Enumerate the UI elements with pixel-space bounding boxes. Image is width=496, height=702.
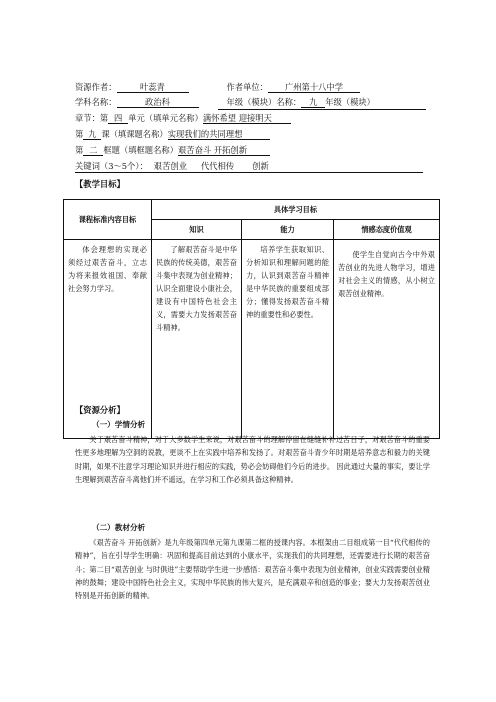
cell-ability: 培养学生获取知识、分析知识和理解问题的能力，认识到艰苦奋斗精神是中华民族的重要组成部分；懂得发扬艰苦奋斗精神的重要性和必要性。 bbox=[242, 240, 334, 439]
frame-mid: 框题（填框题名称） bbox=[103, 145, 178, 155]
unit-label: 作者单位： bbox=[226, 82, 268, 92]
grade-label: 年级（模块）名称： bbox=[226, 97, 302, 107]
objectives-heading: 【教学目标】 bbox=[75, 179, 125, 189]
lesson-prefix: 第 bbox=[75, 129, 84, 139]
chapter-number: 四 bbox=[108, 113, 128, 124]
cell-standard: 体会理想的实现必须经过艰苦奋斗，立志为将来报效祖国、奉献社会努力学习。 bbox=[64, 240, 152, 439]
analysis-heading: 【资源分析】 bbox=[75, 405, 125, 415]
frame-prefix: 第 bbox=[75, 145, 84, 155]
cell-knowledge: 了解艰苦奋斗是中华民族的传统美德，艰苦奋斗集中表现为创业精神；认识全面建设小康社会，建设有中国特色社会主义，需要大力发扬艰苦奋斗精神。 bbox=[152, 240, 242, 439]
grade-suffix: 年级（模块） bbox=[325, 97, 375, 107]
keywords-label: 关键词（3～5个）： bbox=[75, 161, 148, 171]
chapter-mid: 单元（填单元名称） bbox=[128, 113, 203, 123]
lesson-name: 实现我们的共同理想 bbox=[168, 129, 270, 140]
col-header-emotion: 情感态度价值观 bbox=[334, 220, 440, 240]
frame-number: 二 bbox=[83, 145, 103, 156]
author-line bbox=[75, 82, 360, 93]
learner-analysis-text: 关于艰苦奋斗精神，对于大多数学生来说，对艰苦奋斗的理解停留在缝缝补补过苦日子，对艰苦奋斗的重要性更多地理解为空洞的说教，更谈不上在实践中培养和发扬了。对艰苦奋斗青少年时期是培养意志和毅力的关键时期，如果不注意学习理论知识并进行相应的实践，势必会妨碍他们今后的进步。 因此通过大量的事实，要让学生理解到艰苦奋斗离他们并不遥远，在学习和工作必须具备这种精神。 bbox=[75, 435, 430, 484]
subject-value: 政治科 bbox=[117, 97, 199, 108]
col-header-ability: 能力 bbox=[242, 220, 334, 240]
grade-value: 九 bbox=[301, 97, 325, 108]
keyword-3: 创新 bbox=[252, 161, 269, 171]
col-header-knowledge: 知识 bbox=[152, 220, 242, 240]
lesson-line bbox=[75, 129, 270, 140]
objectives-table bbox=[63, 199, 440, 439]
col-header-group: 具体学习目标 bbox=[152, 200, 440, 220]
unit-value: 广州第十八中学 bbox=[268, 82, 360, 93]
author-value: 叶蕊青 bbox=[117, 82, 189, 93]
cell-emotion: 使学生自觉向古今中外艰苦创业的先进人物学习，增进对社会主义的情感，从小树立艰苦创业精神。 bbox=[334, 240, 440, 439]
material-analysis-text: 《艰苦奋斗 开拓创新》是九年级第四单元第九课第二框的授课内容。本框架由二目组成第一目“代代相传的精神”，旨在引导学生明确：巩固和提高目前达到的小康水平，实现我们的共同理想，还需要进行长期的艰苦奋斗；第二目“艰苦创业 与时俱进”主要帮助学生进一步感悟：艰苦奋斗集中表现为创业精神，创业实践需要创业精神的鼓舞；建设中国特色社会主义，实现中华民族的伟大复兴，是充满艰辛和创造的事业；要大力发扬艰苦创业特别是开拓创新的精神。 bbox=[75, 538, 430, 601]
col-header-standard: 课程标准内容目标 bbox=[64, 200, 152, 240]
keyword-2: 代代相传 bbox=[201, 161, 235, 171]
chapter-line bbox=[75, 113, 291, 124]
author-label: 资源作者： bbox=[75, 82, 117, 92]
keywords-line bbox=[75, 161, 269, 172]
material-analysis-heading: （二）教材分析 bbox=[92, 523, 146, 532]
subject-label: 学科名称： bbox=[75, 97, 117, 107]
grade-rule bbox=[218, 109, 426, 110]
chapter-name: 满怀希望 迎接明天 bbox=[203, 113, 291, 124]
lesson-number: 九 bbox=[83, 129, 101, 140]
subject-line bbox=[75, 97, 375, 108]
lesson-mid: 课（填课题名称） bbox=[101, 129, 168, 139]
keywords-rule bbox=[75, 172, 423, 173]
keyword-1: 艰苦创业 bbox=[153, 161, 187, 171]
chapter-prefix: 章节：第 bbox=[75, 113, 109, 123]
learner-analysis-heading: （一）学情分析 bbox=[92, 420, 146, 429]
frame-line bbox=[75, 145, 270, 156]
frame-name: 艰苦奋斗 开拓创新 bbox=[178, 145, 270, 156]
